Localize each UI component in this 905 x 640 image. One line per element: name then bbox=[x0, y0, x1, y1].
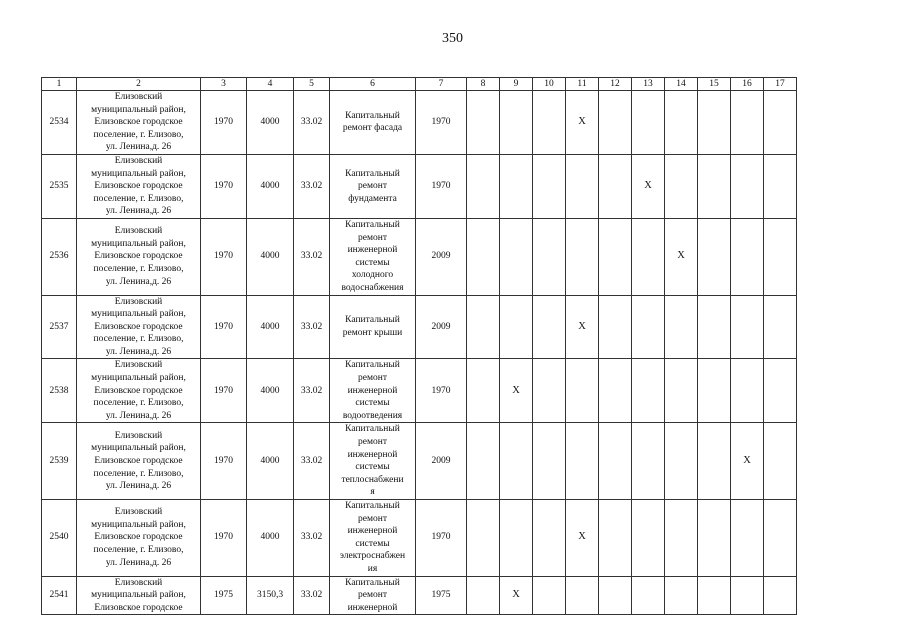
year-cell: 2009 bbox=[416, 218, 467, 295]
address-cell: Елизовский муниципальный район, Елизовское городское поселение, г. Елизово, ул. Ленина,д. 26 bbox=[77, 91, 201, 155]
column-number: 4 bbox=[247, 78, 294, 91]
empty-cell bbox=[533, 154, 566, 218]
year-cell: 1970 bbox=[416, 91, 467, 155]
column-number: 6 bbox=[330, 78, 416, 91]
empty-cell bbox=[467, 154, 500, 218]
column-number: 3 bbox=[201, 78, 247, 91]
empty-cell bbox=[533, 218, 566, 295]
work-type-cell: Капитальный ремонт крыши bbox=[330, 295, 416, 359]
empty-cell bbox=[665, 295, 698, 359]
empty-cell bbox=[731, 218, 764, 295]
column-number: 1 bbox=[42, 78, 77, 91]
empty-cell bbox=[698, 500, 731, 577]
empty-cell bbox=[500, 154, 533, 218]
period-mark: X bbox=[566, 500, 599, 577]
row-number: 2539 bbox=[42, 423, 77, 500]
period-mark: X bbox=[500, 359, 533, 423]
empty-cell bbox=[731, 500, 764, 577]
area-cell: 4000 bbox=[247, 154, 294, 218]
area-cell: 3150,3 bbox=[247, 576, 294, 615]
empty-cell bbox=[632, 576, 665, 615]
empty-cell bbox=[599, 423, 632, 500]
address-cell: Елизовский муниципальный район, Елизовское городское bbox=[77, 576, 201, 615]
table-row bbox=[42, 500, 797, 577]
code-cell: 33.02 bbox=[294, 359, 330, 423]
row-number: 2534 bbox=[42, 91, 77, 155]
empty-cell bbox=[533, 576, 566, 615]
empty-cell bbox=[731, 359, 764, 423]
code-cell: 33.02 bbox=[294, 576, 330, 615]
empty-cell bbox=[500, 91, 533, 155]
year-cell: 2009 bbox=[416, 295, 467, 359]
empty-cell bbox=[533, 500, 566, 577]
column-number-row bbox=[42, 78, 797, 91]
year-built-cell: 1970 bbox=[201, 91, 247, 155]
address-cell: Елизовский муниципальный район, Елизовское городское поселение, г. Елизово, ул. Ленина,д. 26 bbox=[77, 500, 201, 577]
empty-cell bbox=[500, 500, 533, 577]
empty-cell bbox=[665, 423, 698, 500]
empty-cell bbox=[632, 91, 665, 155]
area-cell: 4000 bbox=[247, 500, 294, 577]
empty-cell bbox=[566, 218, 599, 295]
empty-cell bbox=[467, 423, 500, 500]
work-type-cell: Капитальный ремонт инженерной системы холодного водоснабжения bbox=[330, 218, 416, 295]
empty-cell bbox=[533, 423, 566, 500]
empty-cell bbox=[467, 91, 500, 155]
empty-cell bbox=[764, 91, 797, 155]
work-type-cell: Капитальный ремонт инженерной системы электроснабжен ия bbox=[330, 500, 416, 577]
area-cell: 4000 bbox=[247, 423, 294, 500]
empty-cell bbox=[599, 154, 632, 218]
address-cell: Елизовский муниципальный район, Елизовское городское поселение, г. Елизово, ул. Ленина,д. 26 bbox=[77, 295, 201, 359]
column-number: 5 bbox=[294, 78, 330, 91]
empty-cell bbox=[698, 91, 731, 155]
column-number: 16 bbox=[731, 78, 764, 91]
empty-cell bbox=[500, 295, 533, 359]
empty-cell bbox=[698, 423, 731, 500]
code-cell: 33.02 bbox=[294, 218, 330, 295]
empty-cell bbox=[599, 295, 632, 359]
table-row bbox=[42, 359, 797, 423]
empty-cell bbox=[599, 500, 632, 577]
page-number: 350 bbox=[442, 31, 463, 46]
year-cell: 2009 bbox=[416, 423, 467, 500]
work-type-cell: Капитальный ремонт фасада bbox=[330, 91, 416, 155]
code-cell: 33.02 bbox=[294, 500, 330, 577]
column-number: 14 bbox=[665, 78, 698, 91]
row-number: 2536 bbox=[42, 218, 77, 295]
code-cell: 33.02 bbox=[294, 154, 330, 218]
row-number: 2535 bbox=[42, 154, 77, 218]
empty-cell bbox=[764, 154, 797, 218]
column-number: 12 bbox=[599, 78, 632, 91]
empty-cell bbox=[665, 359, 698, 423]
empty-cell bbox=[632, 218, 665, 295]
table-row bbox=[42, 218, 797, 295]
column-number: 7 bbox=[416, 78, 467, 91]
empty-cell bbox=[599, 576, 632, 615]
empty-cell bbox=[731, 295, 764, 359]
column-number: 10 bbox=[533, 78, 566, 91]
empty-cell bbox=[632, 500, 665, 577]
empty-cell bbox=[599, 359, 632, 423]
area-cell: 4000 bbox=[247, 218, 294, 295]
row-number: 2537 bbox=[42, 295, 77, 359]
period-mark: X bbox=[731, 423, 764, 500]
year-cell: 1975 bbox=[416, 576, 467, 615]
empty-cell bbox=[500, 218, 533, 295]
table-row bbox=[42, 154, 797, 218]
empty-cell bbox=[665, 500, 698, 577]
code-cell: 33.02 bbox=[294, 295, 330, 359]
area-cell: 4000 bbox=[247, 359, 294, 423]
table-row bbox=[42, 576, 797, 615]
row-number: 2540 bbox=[42, 500, 77, 577]
empty-cell bbox=[599, 218, 632, 295]
empty-cell bbox=[599, 91, 632, 155]
row-number: 2538 bbox=[42, 359, 77, 423]
column-number: 15 bbox=[698, 78, 731, 91]
empty-cell bbox=[764, 576, 797, 615]
column-number: 8 bbox=[467, 78, 500, 91]
empty-cell bbox=[467, 576, 500, 615]
empty-cell bbox=[698, 295, 731, 359]
empty-cell bbox=[764, 423, 797, 500]
empty-cell bbox=[467, 218, 500, 295]
work-type-cell: Капитальный ремонт фундамента bbox=[330, 154, 416, 218]
address-cell: Елизовский муниципальный район, Елизовское городское поселение, г. Елизово, ул. Ленина,д. 26 bbox=[77, 218, 201, 295]
empty-cell bbox=[764, 218, 797, 295]
empty-cell bbox=[533, 91, 566, 155]
column-number: 11 bbox=[566, 78, 599, 91]
address-cell: Елизовский муниципальный район, Елизовское городское поселение, г. Елизово, ул. Ленина,д. 26 bbox=[77, 423, 201, 500]
work-type-cell: Капитальный ремонт инженерной bbox=[330, 576, 416, 615]
period-mark: X bbox=[632, 154, 665, 218]
area-cell: 4000 bbox=[247, 295, 294, 359]
empty-cell bbox=[764, 359, 797, 423]
year-built-cell: 1970 bbox=[201, 500, 247, 577]
empty-cell bbox=[632, 423, 665, 500]
year-built-cell: 1970 bbox=[201, 423, 247, 500]
period-mark: X bbox=[500, 576, 533, 615]
year-built-cell: 1970 bbox=[201, 295, 247, 359]
area-cell: 4000 bbox=[247, 91, 294, 155]
empty-cell bbox=[566, 576, 599, 615]
empty-cell bbox=[698, 218, 731, 295]
empty-cell bbox=[632, 295, 665, 359]
empty-cell bbox=[764, 295, 797, 359]
empty-cell bbox=[665, 91, 698, 155]
address-cell: Елизовский муниципальный район, Елизовское городское поселение, г. Елизово, ул. Ленина,д. 26 bbox=[77, 154, 201, 218]
year-built-cell: 1970 bbox=[201, 359, 247, 423]
year-cell: 1970 bbox=[416, 500, 467, 577]
empty-cell bbox=[533, 295, 566, 359]
address-cell: Елизовский муниципальный район, Елизовское городское поселение, г. Елизово, ул. Ленина,д. 26 bbox=[77, 359, 201, 423]
empty-cell bbox=[533, 359, 566, 423]
capital-repair-table bbox=[41, 77, 797, 615]
empty-cell bbox=[632, 359, 665, 423]
empty-cell bbox=[665, 154, 698, 218]
empty-cell bbox=[467, 500, 500, 577]
work-type-cell: Капитальный ремонт инженерной системы водоотведения bbox=[330, 359, 416, 423]
empty-cell bbox=[500, 423, 533, 500]
empty-cell bbox=[698, 576, 731, 615]
year-cell: 1970 bbox=[416, 359, 467, 423]
column-number: 2 bbox=[77, 78, 201, 91]
code-cell: 33.02 bbox=[294, 91, 330, 155]
empty-cell bbox=[566, 359, 599, 423]
empty-cell bbox=[665, 576, 698, 615]
table-row bbox=[42, 91, 797, 155]
column-number: 17 bbox=[764, 78, 797, 91]
period-mark: X bbox=[566, 295, 599, 359]
column-number: 9 bbox=[500, 78, 533, 91]
empty-cell bbox=[731, 91, 764, 155]
empty-cell bbox=[566, 154, 599, 218]
year-built-cell: 1970 bbox=[201, 154, 247, 218]
year-built-cell: 1970 bbox=[201, 218, 247, 295]
table-row bbox=[42, 423, 797, 500]
empty-cell bbox=[698, 154, 731, 218]
year-cell: 1970 bbox=[416, 154, 467, 218]
period-mark: X bbox=[665, 218, 698, 295]
year-built-cell: 1975 bbox=[201, 576, 247, 615]
empty-cell bbox=[731, 576, 764, 615]
table-row bbox=[42, 295, 797, 359]
empty-cell bbox=[467, 295, 500, 359]
work-type-cell: Капитальный ремонт инженерной системы теплоснабжени я bbox=[330, 423, 416, 500]
empty-cell bbox=[566, 423, 599, 500]
row-number: 2541 bbox=[42, 576, 77, 615]
code-cell: 33.02 bbox=[294, 423, 330, 500]
empty-cell bbox=[467, 359, 500, 423]
period-mark: X bbox=[566, 91, 599, 155]
empty-cell bbox=[764, 500, 797, 577]
empty-cell bbox=[698, 359, 731, 423]
empty-cell bbox=[731, 154, 764, 218]
column-number: 13 bbox=[632, 78, 665, 91]
